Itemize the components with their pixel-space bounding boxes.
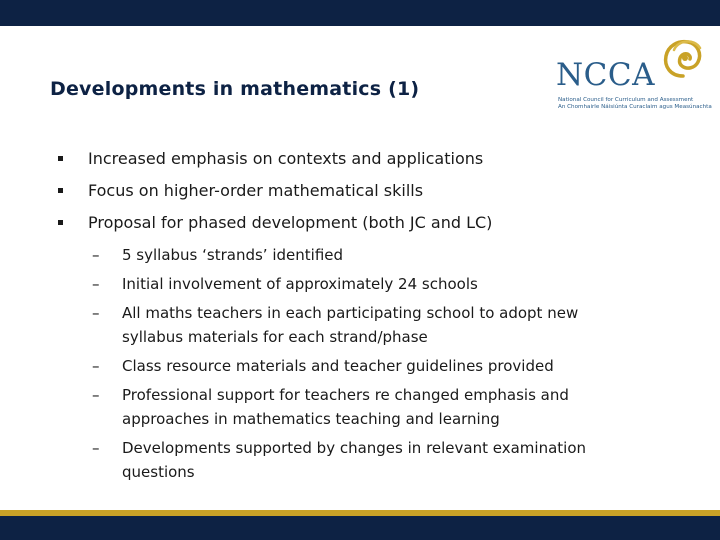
bullet-item [58,212,698,244]
dash-marker: – [92,386,100,404]
sub-bullet-item [92,436,652,484]
bullet-item [58,180,698,212]
dash-marker: – [92,246,100,264]
bullet-text: Increased emphasis on contexts and applications [88,149,484,168]
logo-tagline-english: National Council for Curriculum and Assessment [558,97,694,103]
dash-marker: – [92,357,100,375]
dash-marker: – [92,439,100,457]
bullet-item [58,148,698,180]
sub-bullet-text: Professional support for teachers re changed emphasis and approaches in mathematics teaching and learning [122,386,569,428]
sub-bullet-item [92,272,652,296]
sub-bullet-text: Class resource materials and teacher guidelines provided [122,357,554,375]
sub-bullet-item [92,243,652,267]
bottom-banner [0,510,720,540]
bullet-text: Focus on higher-order mathematical skills [88,181,424,200]
sub-bullet-text: Initial involvement of approximately 24 schools [122,275,478,293]
sub-bullet-item [92,301,652,349]
navy-stripe [0,516,720,540]
logo-tagline-irish: An Chomhairle Náisiúnta Curaclaim agus Measúnachta [558,104,712,110]
ncca-logo [556,34,712,114]
bullet-text: Proposal for phased development (both JC and LC) [88,213,493,232]
sub-bullet-item [92,354,652,378]
swirl-logo-icon [660,34,706,80]
square-bullet-icon [58,156,63,161]
sub-bullet-list [92,243,652,489]
dash-marker: – [92,304,100,322]
sub-bullet-item [92,383,652,431]
slide-title: Developments in mathematics (1) [50,78,420,100]
sub-bullet-text: 5 syllabus ‘strands’ identified [122,246,344,264]
top-banner [0,0,720,26]
square-bullet-icon [58,188,63,193]
square-bullet-icon [58,220,63,225]
sub-bullet-text: Developments supported by changes in relevant examination questions [122,439,586,481]
ncca-wordmark: NCCA [556,57,655,93]
dash-marker: – [92,275,100,293]
main-bullet-list [58,148,698,244]
sub-bullet-text: All maths teachers in each participating school to adopt new syllabus materials for each strand/phase [122,304,579,346]
